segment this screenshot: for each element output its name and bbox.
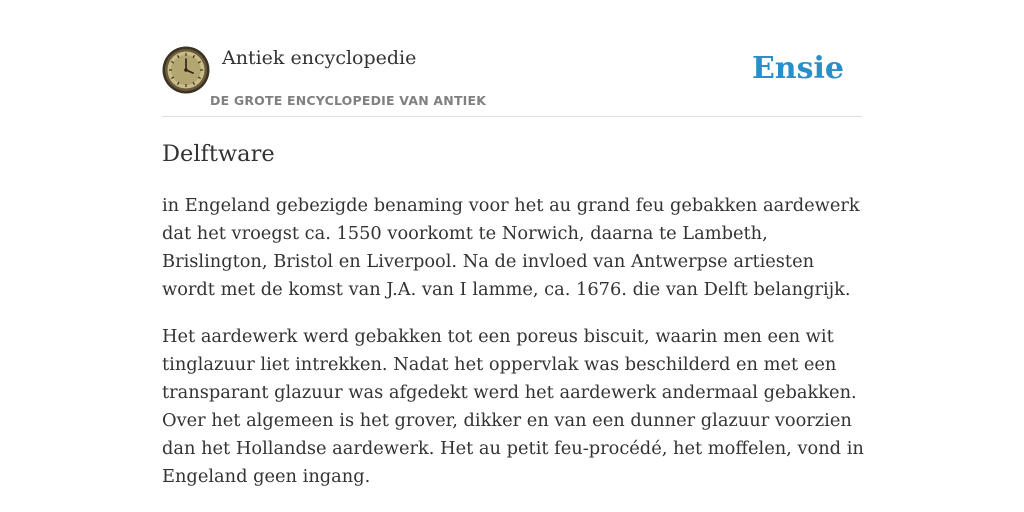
article-title: Delftware — [162, 141, 275, 167]
article-paragraph: Het aardewerk werd gebakken tot een poreus biscuit, waarin men een wit tinglazuur liet intrekken. Nadat het oppervlak was beschilderd en met een transparant glazuur was afgedekt werd het aardewerk andermaal gebakken. Over het algemeen is het grover, dikker en van een dunner glazuur voorzien dan het Hollandse aardewerk. Het au petit feu-procédé, het moffelen, vond in Engeland geen ingang. — [162, 326, 864, 487]
site-header — [162, 40, 862, 117]
article — [162, 138, 864, 491]
site-title[interactable]: Antiek encyclopedie — [222, 47, 417, 69]
article-body — [162, 192, 864, 491]
antique-clock-icon[interactable] — [162, 46, 210, 94]
ensie-brand-link[interactable]: Ensie — [751, 51, 844, 86]
article-paragraph: in Engeland gebezigde benaming voor het au grand feu gebakken aardewerk dat het vroegst ca. 1550 voorkomt te Norwich, daarna te Lambeth, Brislington, Bristol en Liverpool. Na de invloed van Antwerpse artiesten wordt met de komst van J.A. van I lamme, ca. 1676. die van Delft belangrijk. — [162, 195, 860, 300]
site-subtitle: DE GROTE ENCYCLOPEDIE VAN ANTIEK — [210, 93, 487, 108]
